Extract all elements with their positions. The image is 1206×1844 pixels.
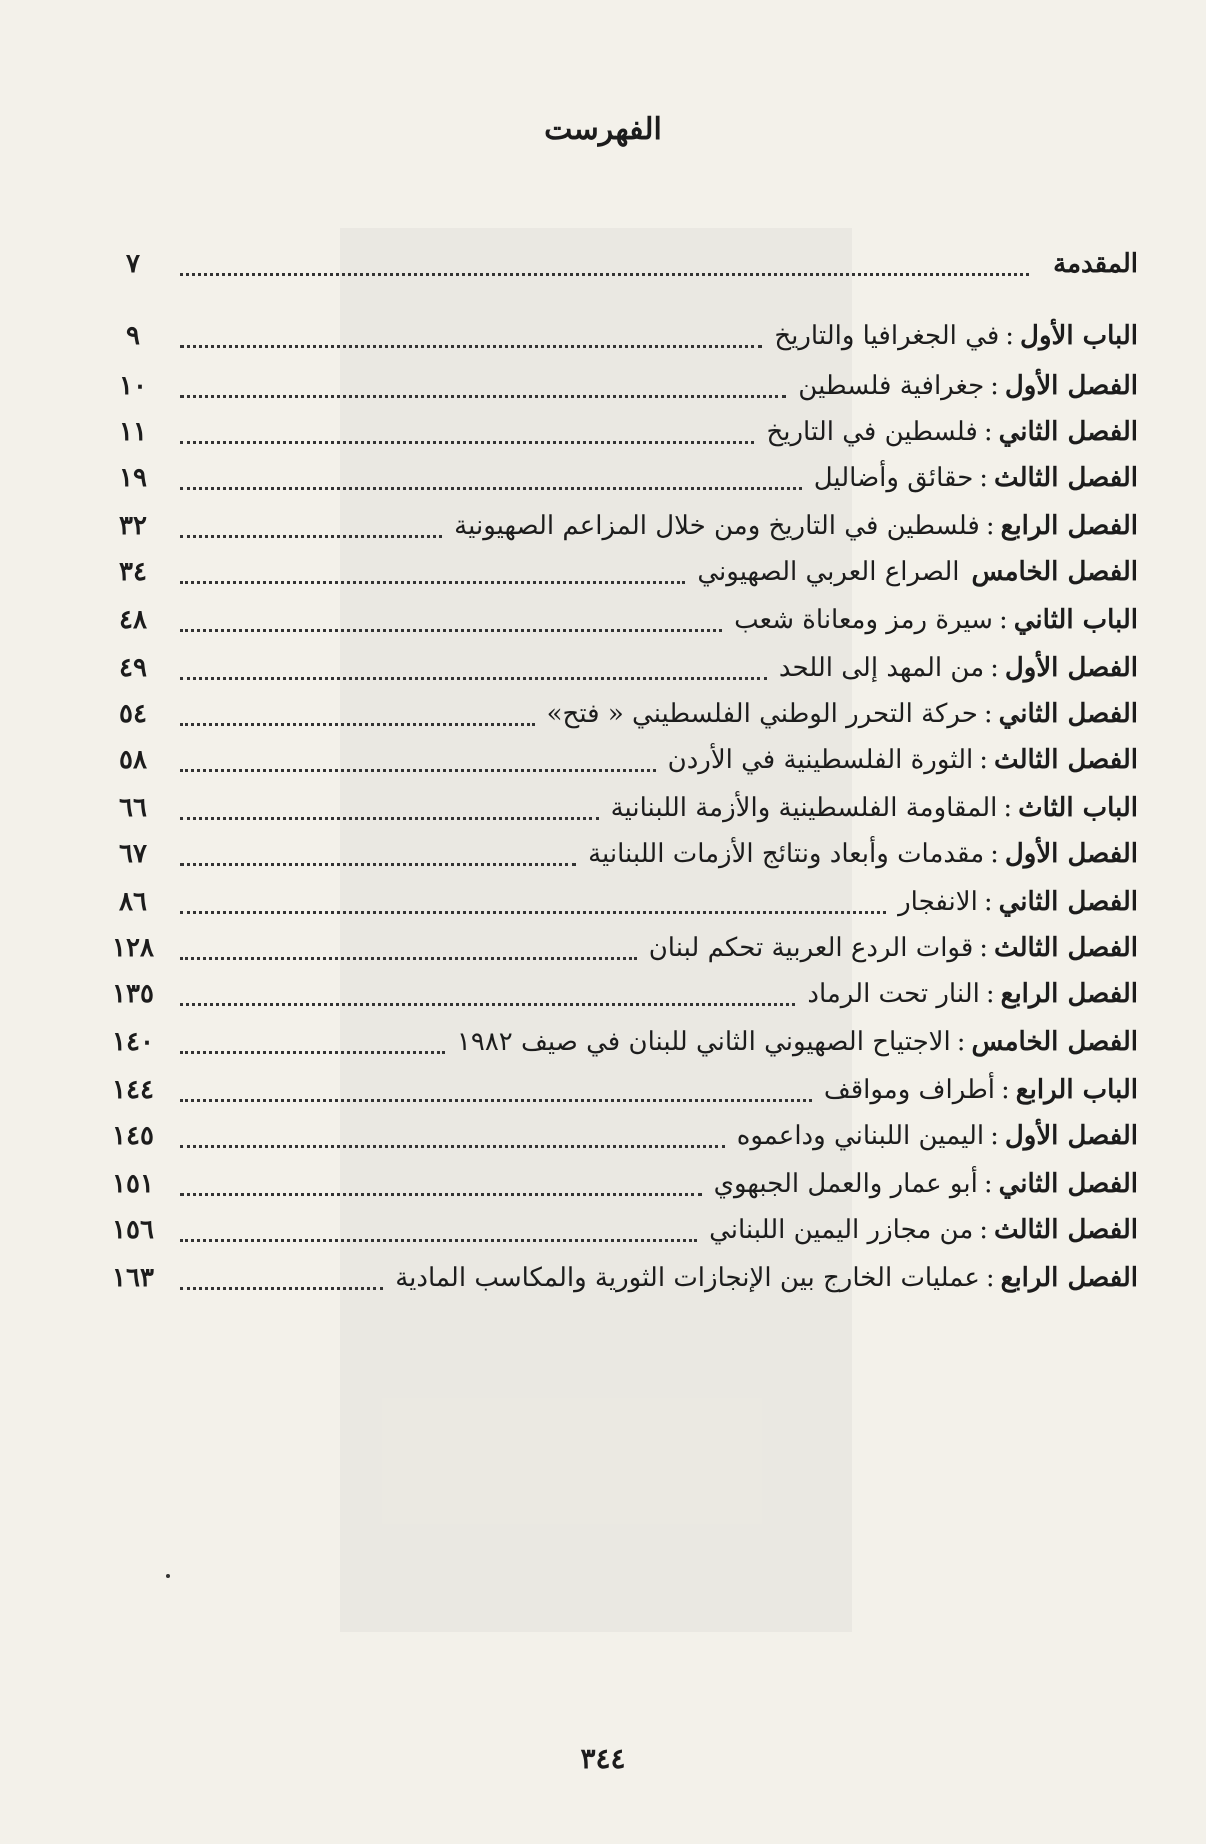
toc-entry-page-number: ١٩	[119, 463, 147, 493]
toc-entry-label: الفصل الرابع	[1000, 979, 1138, 1009]
toc-entry-label: الفصل الثاني	[998, 1169, 1138, 1199]
toc-entry	[98, 594, 1138, 646]
toc-entry-title: مقدمات وأبعاد ونتائج الأزمات اللبنانية	[588, 839, 985, 869]
toc-entry-label: الفصل الثاني	[998, 887, 1138, 917]
toc-entry-label: الفصل الثاني	[998, 417, 1138, 447]
toc-entry-separator: :	[985, 1263, 995, 1293]
toc-entry-title: الصراع العربي الصهيوني	[697, 557, 960, 587]
toc-entry-label: الفصل الخامس	[971, 557, 1138, 587]
toc-entry	[98, 546, 1138, 598]
toc-entry	[98, 1064, 1138, 1116]
toc-entry-separator: :	[998, 605, 1008, 635]
toc-entry-page-number: ١٥١	[112, 1169, 154, 1199]
dot-leader	[180, 1287, 383, 1290]
toc-entry-label: الفصل الثالث	[994, 463, 1138, 493]
paper-speck	[166, 1574, 170, 1578]
dot-leader	[180, 1099, 812, 1102]
dot-leader	[180, 1193, 702, 1196]
toc-entry-page-number: ٧	[126, 249, 140, 279]
toc-entry-label: الباب الرابع	[1015, 1075, 1138, 1105]
toc-entry-title: في الجغرافيا والتاريخ	[774, 321, 1000, 351]
toc-entry-page-number: ١٠	[119, 371, 147, 401]
toc-entry-page-number: ١٣٥	[112, 979, 154, 1009]
dot-leader	[180, 1145, 725, 1148]
dot-leader	[180, 487, 802, 490]
toc-entry-title: جغرافية فلسطين	[798, 371, 985, 401]
page-number: ٣٤٤	[580, 1742, 626, 1775]
toc-entry-title: الاجتياح الصهيوني الثاني للبنان في صيف ١٩٨٢	[456, 1027, 951, 1057]
toc-entry-page-number: ١١	[119, 417, 147, 447]
dot-leader	[180, 273, 1029, 276]
toc-entry-label: الفصل الرابع	[1000, 1263, 1138, 1293]
toc-entry-title: النار تحت الرماد	[807, 979, 980, 1009]
toc-entry-separator: :	[983, 699, 993, 729]
toc-entry-separator: :	[985, 979, 995, 1009]
toc-entry-page-number: ٤٨	[119, 605, 147, 635]
toc-entry-separator: :	[956, 1027, 966, 1057]
toc-entry	[98, 1204, 1138, 1256]
toc-entry-label: الفصل الأول	[1004, 839, 1138, 869]
dot-leader	[180, 1239, 697, 1242]
dot-leader	[180, 677, 767, 680]
toc-entry-title: من مجازر اليمين اللبناني	[709, 1215, 974, 1245]
toc-entry-label: الفصل الثالث	[994, 1215, 1138, 1245]
toc-entry-separator: :	[1001, 1075, 1010, 1105]
toc-entry-separator: :	[983, 887, 993, 917]
toc-entry-page-number: ٥٤	[119, 699, 147, 729]
toc-entry	[98, 452, 1138, 504]
toc-entry	[98, 1158, 1138, 1210]
toc-entry-page-number: ٣٢	[119, 511, 147, 541]
toc-entry	[98, 922, 1138, 974]
dot-leader	[180, 535, 442, 538]
toc-entry-separator: :	[1003, 793, 1013, 823]
toc-entry	[98, 734, 1138, 786]
toc-entry-separator: :	[985, 511, 995, 541]
toc-entry-separator: :	[983, 417, 993, 447]
toc-entry	[98, 1016, 1138, 1068]
dot-leader	[180, 957, 637, 960]
toc-entry-page-number: ٤٩	[119, 653, 147, 683]
toc-entry	[98, 782, 1138, 834]
toc-entry-page-number: ١٦٣	[112, 1263, 154, 1293]
dot-leader	[180, 1003, 795, 1006]
dot-leader	[180, 581, 685, 584]
toc-entry-page-number: ١٤٤	[112, 1075, 154, 1105]
toc-entry	[98, 688, 1138, 740]
toc-entry	[98, 500, 1138, 552]
toc-entry-title: المقاومة الفلسطينية والأزمة اللبنانية	[610, 793, 998, 823]
dot-leader	[180, 441, 754, 444]
toc-entry-title: عمليات الخارج بين الإنجازات الثورية والمكاسب المادية	[395, 1263, 980, 1293]
toc-entry-separator: :	[990, 839, 999, 869]
toc-entry-title: أبو عمار والعمل الجبهوي	[713, 1169, 978, 1199]
toc-entry-label: الباب الثاث	[1018, 793, 1138, 823]
toc-entry	[98, 876, 1138, 928]
toc-entry-page-number: ٦٧	[119, 839, 147, 869]
toc-entry	[98, 310, 1138, 362]
toc-entry-title: أطراف ومواقف	[823, 1075, 995, 1105]
toc-entry	[98, 360, 1138, 412]
toc-entry	[98, 1110, 1138, 1162]
toc-entry-separator: :	[1005, 321, 1015, 351]
toc-entry-title: فلسطين في التاريخ ومن خلال المزاعم الصهيونية	[454, 511, 980, 541]
toc-entry-separator: :	[990, 371, 999, 401]
toc-entry-label: الباب الأول	[1020, 321, 1138, 351]
toc-entry-title: فلسطين في التاريخ	[766, 417, 978, 447]
dot-leader	[180, 629, 722, 632]
toc-entry-label: المقدمة	[1053, 249, 1138, 279]
toc-entry-label: الفصل الرابع	[1000, 511, 1138, 541]
toc-entry-title: الثورة الفلسطينية في الأردن	[667, 745, 974, 775]
dot-leader	[180, 345, 762, 348]
toc-entry-page-number: ١٤٥	[112, 1121, 154, 1151]
dot-leader	[180, 723, 535, 726]
toc-entry-separator: :	[990, 1121, 999, 1151]
toc-entry-title: قوات الردع العربية تحكم لبنان	[648, 933, 974, 963]
toc-entry	[98, 238, 1138, 290]
dot-leader	[180, 863, 576, 866]
toc-entry	[98, 642, 1138, 694]
toc-entry-title: الانفجار	[898, 887, 978, 917]
toc-entry-page-number: ٣٤	[119, 557, 147, 587]
toc-entry-separator: :	[979, 463, 989, 493]
toc-entry-label: الباب الثاني	[1013, 605, 1138, 635]
toc-entry-title: سيرة رمز ومعاناة شعب	[734, 605, 993, 635]
dot-leader	[180, 395, 786, 398]
toc-entry-label: الفصل الأول	[1004, 1121, 1138, 1151]
toc-entry-label: الفصل الأول	[1004, 371, 1138, 401]
toc-entry-page-number: ١٥٦	[112, 1215, 154, 1245]
toc-entry-page-number: ١٤٠	[112, 1027, 154, 1057]
dot-leader	[180, 1051, 445, 1054]
toc-entry-title: حقائق وأضاليل	[813, 463, 974, 493]
toc-entry-title: من المهد إلى اللحد	[778, 653, 985, 683]
toc-entry-label: الفصل الثاني	[998, 699, 1138, 729]
toc-entry-label: الفصل الخامس	[971, 1027, 1138, 1057]
toc-entry-separator: :	[990, 653, 999, 683]
toc-entry-page-number: ٩	[126, 321, 140, 351]
toc-entry-separator: :	[979, 745, 989, 775]
dot-leader	[180, 817, 599, 820]
toc-entry	[98, 968, 1138, 1020]
toc-entry-page-number: ٨٦	[119, 887, 147, 917]
toc-entry	[98, 828, 1138, 880]
toc-entry-label: الفصل الأول	[1004, 653, 1138, 683]
toc-entry-page-number: ١٢٨	[112, 933, 154, 963]
toc-entry-label: الفصل الثالث	[994, 933, 1138, 963]
toc-entry-label: الفصل الثالث	[994, 745, 1138, 775]
toc-entry-separator: :	[979, 1215, 989, 1245]
page-title: الفهرست	[544, 112, 662, 147]
toc-entry-page-number: ٥٨	[119, 745, 147, 775]
toc-entry	[98, 1252, 1138, 1304]
dot-leader	[180, 769, 656, 772]
toc-entry	[98, 406, 1138, 458]
toc-entry-page-number: ٦٦	[119, 793, 147, 823]
toc-entry-separator: :	[979, 933, 989, 963]
toc-entry-title: اليمين اللبناني وداعموه	[736, 1121, 985, 1151]
toc-entry-separator: :	[983, 1169, 993, 1199]
dot-leader	[180, 911, 886, 914]
toc-entry-title: حركة التحرر الوطني الفلسطيني « فتح»	[546, 699, 978, 729]
